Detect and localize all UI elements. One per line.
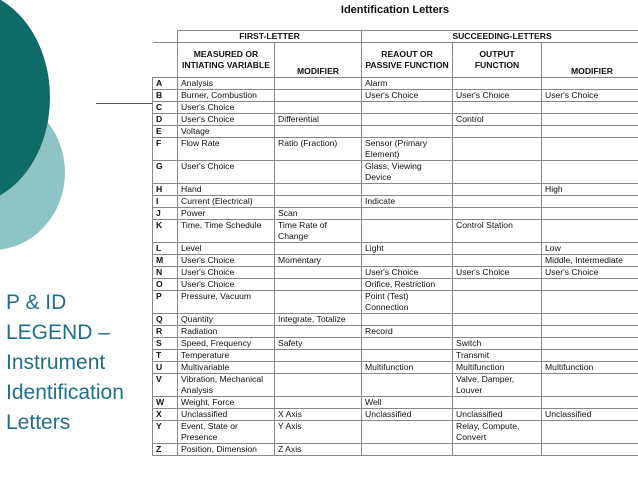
- table-row: [153, 374, 638, 397]
- first-modifier-cell: [275, 126, 362, 138]
- first-modifier-cell: [275, 397, 362, 409]
- table-row: [153, 421, 638, 444]
- succeeding-modifier-cell: [542, 279, 638, 291]
- letter-cell: L: [153, 243, 178, 255]
- table-row: [153, 350, 638, 362]
- readout-function-cell: [362, 114, 453, 126]
- succeeding-modifier-cell: [542, 350, 638, 362]
- letter-cell: W: [153, 397, 178, 409]
- letter-cell: N: [153, 267, 178, 279]
- slide-title-line: Identification: [6, 381, 124, 404]
- first-modifier-cell: [275, 291, 362, 314]
- readout-function-cell: [362, 102, 453, 114]
- measured-variable-cell: Event, State or Presence: [178, 421, 275, 444]
- measured-variable-cell: Quantity: [178, 314, 275, 326]
- table-row: [153, 243, 638, 255]
- letter-cell: O: [153, 279, 178, 291]
- first-modifier-cell: Differential: [275, 114, 362, 126]
- letter-cell: I: [153, 196, 178, 208]
- output-function-cell: [453, 161, 542, 184]
- output-function-cell: [453, 126, 542, 138]
- measured-variable-cell: Pressure, Vacuum: [178, 291, 275, 314]
- output-function-cell: [453, 326, 542, 338]
- first-modifier-header: MODIFIER: [275, 43, 362, 78]
- succeeding-modifier-cell: [542, 220, 638, 243]
- readout-function-cell: Glass, Viewing Device: [362, 161, 453, 184]
- table-row: [153, 138, 638, 161]
- readout-function-cell: [362, 338, 453, 350]
- output-function-cell: Transmit: [453, 350, 542, 362]
- letter-cell: A: [153, 78, 178, 90]
- first-modifier-cell: [275, 161, 362, 184]
- table-row: [153, 220, 638, 243]
- letter-cell: R: [153, 326, 178, 338]
- first-modifier-cell: [275, 350, 362, 362]
- letter-cell: V: [153, 374, 178, 397]
- table-row: [153, 362, 638, 374]
- readout-function-cell: User's Choice: [362, 267, 453, 279]
- succeeding-modifier-cell: [542, 138, 638, 161]
- output-function-header: OUTPUT FUNCTION: [453, 43, 542, 78]
- blank-header-cell: [153, 43, 178, 78]
- first-modifier-cell: [275, 243, 362, 255]
- readout-function-cell: Unclassified: [362, 409, 453, 421]
- letter-cell: T: [153, 350, 178, 362]
- first-modifier-cell: [275, 279, 362, 291]
- readout-function-cell: [362, 444, 453, 456]
- succeeding-letters-header: SUCCEEDING-LETTERS: [362, 31, 638, 43]
- letter-cell: P: [153, 291, 178, 314]
- output-function-cell: [453, 138, 542, 161]
- measured-variable-cell: Unclassified: [178, 409, 275, 421]
- measured-variable-cell: Vibration, Mechanical Analysis: [178, 374, 275, 397]
- readout-function-cell: Record: [362, 326, 453, 338]
- succeeding-modifier-cell: [542, 196, 638, 208]
- succeeding-modifier-cell: [542, 421, 638, 444]
- readout-function-cell: [362, 255, 453, 267]
- letter-cell: K: [153, 220, 178, 243]
- succeeding-modifier-cell: Multifunction: [542, 362, 638, 374]
- slide-title-line: Instrument: [6, 351, 106, 374]
- succeeding-modifier-cell: [542, 114, 638, 126]
- measured-variable-cell: User's Choice: [178, 102, 275, 114]
- output-function-cell: [453, 184, 542, 196]
- readout-function-cell: Light: [362, 243, 453, 255]
- measured-variable-cell: Multivariable: [178, 362, 275, 374]
- table-row: [153, 102, 638, 114]
- output-function-cell: Relay, Compute, Convert: [453, 421, 542, 444]
- output-function-cell: [453, 243, 542, 255]
- table-row: [153, 196, 638, 208]
- table-row: [153, 409, 638, 421]
- succeeding-modifier-cell: [542, 326, 638, 338]
- measured-variable-cell: Analysis: [178, 78, 275, 90]
- letter-cell: D: [153, 114, 178, 126]
- letter-cell: S: [153, 338, 178, 350]
- table-row: [153, 78, 638, 90]
- succeeding-modifier-header: MODIFIER: [542, 43, 638, 78]
- output-function-cell: [453, 102, 542, 114]
- readout-function-cell: Orifice, Restriction: [362, 279, 453, 291]
- readout-function-cell: User's Choice: [362, 90, 453, 102]
- readout-function-cell: [362, 374, 453, 397]
- letter-cell: B: [153, 90, 178, 102]
- table-row: [153, 267, 638, 279]
- output-function-cell: [453, 78, 542, 90]
- table-row: [153, 397, 638, 409]
- letter-cell: E: [153, 126, 178, 138]
- measured-variable-header: MEASURED OR INTIATING VARIABLE: [178, 43, 275, 78]
- table-row: [153, 314, 638, 326]
- measured-variable-cell: Voltage: [178, 126, 275, 138]
- readout-function-cell: Multifunction: [362, 362, 453, 374]
- output-function-cell: User's Choice: [453, 267, 542, 279]
- table-title: Identification Letters: [340, 4, 450, 16]
- readout-function-cell: [362, 421, 453, 444]
- succeeding-modifier-cell: [542, 208, 638, 220]
- measured-variable-cell: Position, Dimension: [178, 444, 275, 456]
- letter-cell: G: [153, 161, 178, 184]
- succeeding-modifier-cell: User's Choice: [542, 90, 638, 102]
- table-row: [153, 114, 638, 126]
- succeeding-modifier-cell: [542, 102, 638, 114]
- output-function-cell: [453, 196, 542, 208]
- first-letter-header: FIRST-LETTER: [178, 31, 362, 43]
- first-modifier-cell: [275, 184, 362, 196]
- readout-function-cell: Alarm: [362, 78, 453, 90]
- readout-function-cell: Sensor (Primary Element): [362, 138, 453, 161]
- output-function-cell: User's Choice: [453, 90, 542, 102]
- first-modifier-cell: [275, 362, 362, 374]
- first-modifier-cell: Y Axis: [275, 421, 362, 444]
- readout-function-cell: [362, 220, 453, 243]
- measured-variable-cell: User's Choice: [178, 255, 275, 267]
- first-modifier-cell: Safety: [275, 338, 362, 350]
- letter-cell: U: [153, 362, 178, 374]
- table-row: [153, 338, 638, 350]
- table-row: [153, 255, 638, 267]
- output-function-cell: [453, 255, 542, 267]
- table-row: [153, 126, 638, 138]
- slide-title: [6, 288, 154, 438]
- blank-header-cell: [153, 31, 178, 43]
- succeeding-modifier-cell: [542, 444, 638, 456]
- table-row: [153, 208, 638, 220]
- succeeding-modifier-cell: [542, 338, 638, 350]
- succeeding-modifier-cell: [542, 397, 638, 409]
- output-function-cell: Control Station: [453, 220, 542, 243]
- output-function-cell: [453, 314, 542, 326]
- measured-variable-cell: Temperature: [178, 350, 275, 362]
- column-header-row: [153, 43, 638, 78]
- readout-function-cell: [362, 208, 453, 220]
- table-row: [153, 291, 638, 314]
- readout-function-header: REAOUT OR PASSIVE FUNCTION: [362, 43, 453, 78]
- succeeding-modifier-cell: Unclassified: [542, 409, 638, 421]
- succeeding-modifier-cell: [542, 126, 638, 138]
- measured-variable-cell: Level: [178, 243, 275, 255]
- output-function-cell: Multifunction: [453, 362, 542, 374]
- slide-title-line: P & ID: [6, 291, 67, 314]
- first-modifier-cell: [275, 374, 362, 397]
- succeeding-modifier-cell: [542, 161, 638, 184]
- first-modifier-cell: [275, 90, 362, 102]
- output-function-cell: [453, 397, 542, 409]
- slide-title-line: Letters: [6, 411, 71, 434]
- succeeding-modifier-cell: [542, 314, 638, 326]
- first-modifier-cell: Time Rate of Change: [275, 220, 362, 243]
- table-row: [153, 90, 638, 102]
- table-row: [153, 184, 638, 196]
- letter-cell: Q: [153, 314, 178, 326]
- measured-variable-cell: User's Choice: [178, 267, 275, 279]
- succeeding-modifier-cell: High: [542, 184, 638, 196]
- letter-cell: H: [153, 184, 178, 196]
- measured-variable-cell: Current (Electrical): [178, 196, 275, 208]
- first-modifier-cell: X Axis: [275, 409, 362, 421]
- succeeding-modifier-cell: [542, 291, 638, 314]
- table-row: [153, 444, 638, 456]
- letter-cell: X: [153, 409, 178, 421]
- output-function-cell: [453, 279, 542, 291]
- letter-cell: Y: [153, 421, 178, 444]
- first-modifier-cell: [275, 267, 362, 279]
- measured-variable-cell: User's Choice: [178, 114, 275, 126]
- readout-function-cell: Well: [362, 397, 453, 409]
- measured-variable-cell: Time, Time Schedule: [178, 220, 275, 243]
- first-modifier-cell: [275, 102, 362, 114]
- output-function-cell: [453, 208, 542, 220]
- table-row: [153, 161, 638, 184]
- output-function-cell: Control: [453, 114, 542, 126]
- first-modifier-cell: Momentary: [275, 255, 362, 267]
- first-modifier-cell: Scan: [275, 208, 362, 220]
- first-modifier-cell: Ratio (Fraction): [275, 138, 362, 161]
- succeeding-modifier-cell: Middle, Intermediate: [542, 255, 638, 267]
- letter-cell: Z: [153, 444, 178, 456]
- succeeding-modifier-cell: [542, 78, 638, 90]
- measured-variable-cell: User's Choice: [178, 161, 275, 184]
- table-body: [153, 78, 638, 456]
- table-row: [153, 279, 638, 291]
- readout-function-cell: [362, 350, 453, 362]
- output-function-cell: [453, 444, 542, 456]
- measured-variable-cell: Radiation: [178, 326, 275, 338]
- measured-variable-cell: Speed, Frequency: [178, 338, 275, 350]
- measured-variable-cell: Power: [178, 208, 275, 220]
- succeeding-modifier-cell: User's Choice: [542, 267, 638, 279]
- succeeding-modifier-cell: Low: [542, 243, 638, 255]
- letter-cell: F: [153, 138, 178, 161]
- output-function-cell: Valve, Damper, Louver: [453, 374, 542, 397]
- first-modifier-cell: [275, 78, 362, 90]
- first-modifier-cell: [275, 326, 362, 338]
- readout-function-cell: [362, 184, 453, 196]
- output-function-cell: [453, 291, 542, 314]
- readout-function-cell: Indicate: [362, 196, 453, 208]
- output-function-cell: Unclassified: [453, 409, 542, 421]
- letter-cell: M: [153, 255, 178, 267]
- readout-function-cell: [362, 126, 453, 138]
- slide-title-line: LEGEND –: [6, 321, 110, 344]
- first-modifier-cell: Integrate, Totalize: [275, 314, 362, 326]
- measured-variable-cell: User's Choice: [178, 279, 275, 291]
- readout-function-cell: [362, 314, 453, 326]
- measured-variable-cell: Hand: [178, 184, 275, 196]
- first-modifier-cell: Z Axis: [275, 444, 362, 456]
- measured-variable-cell: Weight, Force: [178, 397, 275, 409]
- group-header-row: [153, 31, 638, 43]
- table-row: [153, 326, 638, 338]
- letter-cell: C: [153, 102, 178, 114]
- output-function-cell: Switch: [453, 338, 542, 350]
- measured-variable-cell: Flow Rate: [178, 138, 275, 161]
- letter-cell: J: [153, 208, 178, 220]
- first-modifier-cell: [275, 196, 362, 208]
- measured-variable-cell: Burner, Combustion: [178, 90, 275, 102]
- identification-letters-table: [152, 30, 638, 456]
- readout-function-cell: Point (Test) Connection: [362, 291, 453, 314]
- succeeding-modifier-cell: [542, 374, 638, 397]
